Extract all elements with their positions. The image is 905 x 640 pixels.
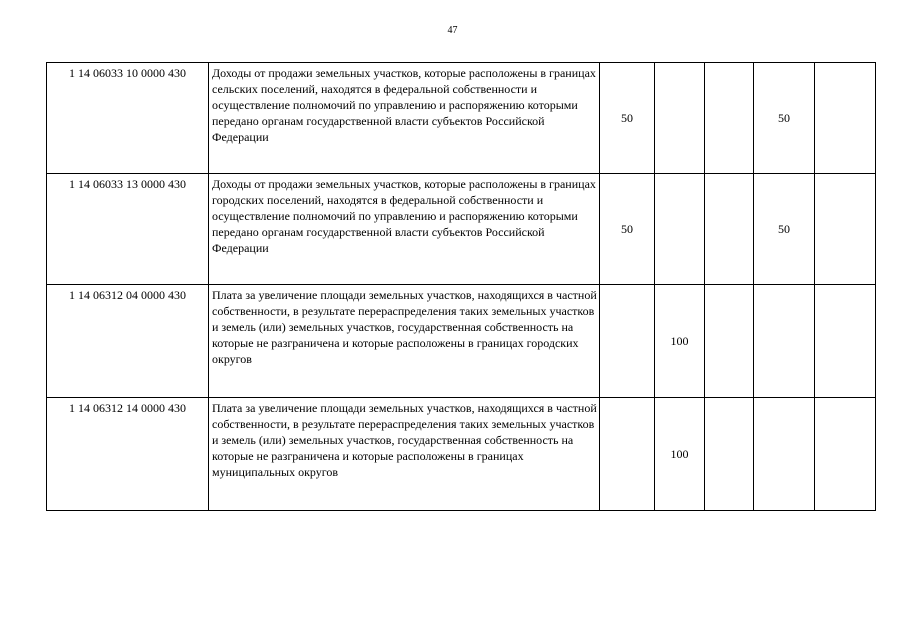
value-cell [655,174,705,285]
revenue-code: 1 14 06312 14 0000 430 [47,398,209,511]
table-row [47,285,876,398]
value-cell [705,174,754,285]
value-cell [815,174,876,285]
value-cell: 50 [600,63,655,174]
value-cell [754,285,815,398]
value-cell: 100 [655,398,705,511]
value-cell [705,63,754,174]
value-cell [754,398,815,511]
revenue-code: 1 14 06033 10 0000 430 [47,63,209,174]
value-cell: 50 [754,63,815,174]
revenue-description: Плата за увеличение площади земельных участков, находящихся в частной собственности, в результате перераспределения таких земельных участков и земель (или) земельных участков, государственная собственность на которые не разграничена и которые расположены в границах муниципальных округов [209,398,600,511]
value-cell [655,63,705,174]
revenue-code: 1 14 06312 04 0000 430 [47,285,209,398]
table-row [47,63,876,174]
value-cell [815,285,876,398]
revenue-description: Доходы от продажи земельных участков, которые расположены в границах сельских поселений, находятся в федеральной собственности и осуществление полномочий по управлению и распоряжению которыми передано органам государственной власти субъектов Российской Федерации [209,63,600,174]
value-cell: 50 [600,174,655,285]
value-cell: 50 [754,174,815,285]
value-cell [815,398,876,511]
value-cell [705,285,754,398]
value-cell [600,285,655,398]
value-cell [815,63,876,174]
value-cell [600,398,655,511]
table-row [47,398,876,511]
value-cell [705,398,754,511]
revenue-description: Плата за увеличение площади земельных участков, находящихся в частной собственности, в результате перераспределения таких земельных участков и земель (или) земельных участков, государственная собственность на которые не разграничена и которые расположены в границах городских округов [209,285,600,398]
revenue-table [46,62,876,511]
table-row [47,174,876,285]
revenue-description: Доходы от продажи земельных участков, которые расположены в границах городских поселений, находятся в федеральной собственности и осуществление полномочий по управлению и распоряжению которыми передано органам государственной власти субъектов Российской Федерации [209,174,600,285]
value-cell: 100 [655,285,705,398]
revenue-code: 1 14 06033 13 0000 430 [47,174,209,285]
page-number: 47 [447,25,458,36]
